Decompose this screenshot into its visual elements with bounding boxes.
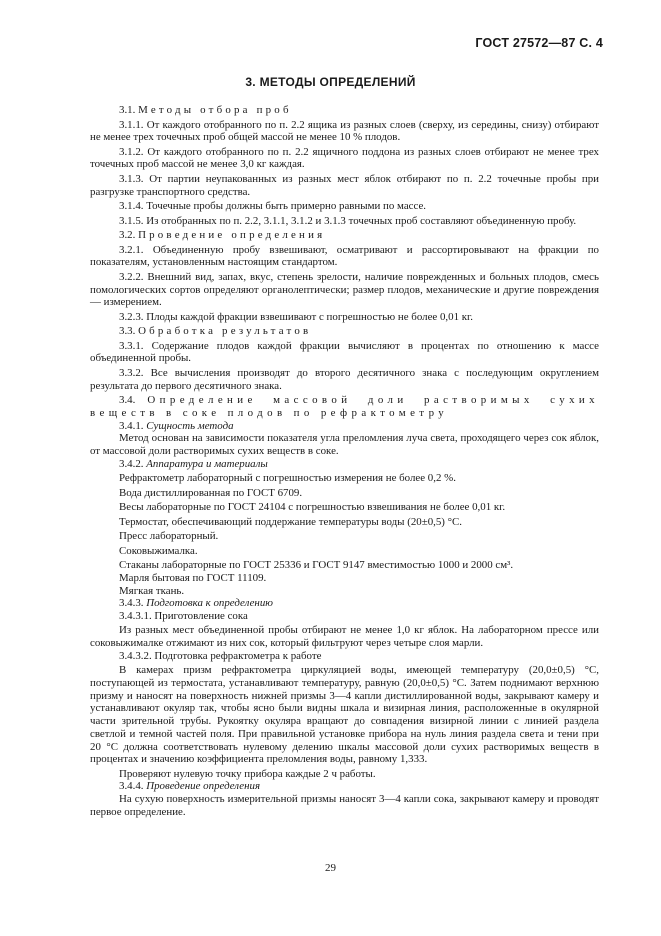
document-body (90, 104, 599, 819)
paragraph-3-4-3: 3.4.3. Подготовка к определению (119, 597, 273, 610)
equipment-cloth: Мягкая ткань. (119, 584, 185, 597)
equipment-press: Пресс лабораторный. (119, 530, 219, 543)
paragraph-3-3-2: 3.3.2. Все вычисления производят до второго десятичного знака с последующим округлением результата до первого десятичного знака. (90, 366, 599, 392)
paragraph-3-1: 3.1. Методы отбора проб (119, 104, 292, 116)
paragraph-3-4: 3.4. Определение массовой доли растворимых сухих веществ в соке плодов по рефрактометру (90, 394, 599, 419)
page-header: ГОСТ 27572—87 С. 4 (475, 36, 603, 50)
paragraph-3-2-3: 3.2.3. Плоды каждой фракции взвешивают с погрешностью не более 0,01 кг. (119, 310, 474, 323)
paragraph-determination: На сухую поверхность измерительной призмы наносят 3—4 капли сока, закрывают камеру и проводят первое определение. (90, 793, 599, 818)
paragraph-3-3-1: 3.3.1. Содержание плодов каждой фракции вычисляют в процентах по отношению к массе объединенной пробы. (90, 339, 599, 365)
equipment-water: Вода дистиллированная по ГОСТ 6709. (119, 486, 303, 499)
equipment-scales: Весы лабораторные по ГОСТ 24104 с погрешностью взвешивания не более 0,01 кг. (119, 501, 506, 514)
paragraph-3-4-3-1: 3.4.3.1. Приготовление сока (119, 609, 248, 622)
page-number: 29 (325, 862, 336, 874)
section-title: 3. МЕТОДЫ ОПРЕДЕЛЕНИЙ (245, 75, 416, 89)
paragraph-3-4-1: 3.4.1. Сущность метода (119, 419, 234, 432)
paragraph-juice-prep: Из разных мест объединенной пробы отбирают не менее 1,0 кг яблок. На лабораторном прессе или соковыжималке отжимают из них сок, который фильтруют через четыре слоя марли. (90, 624, 599, 650)
paragraph-3-2-2: 3.2.2. Внешний вид, запах, вкус, степень зрелости, наличие поврежденных и больных плодов, смесь помологических сортов определяют органолептически; размер плодов, механические и другие повреждения — измерением. (90, 270, 599, 309)
equipment-beakers: Стаканы лабораторные по ГОСТ 25336 и ГОСТ 9147 вместимостью 1000 и 2000 см³. (119, 559, 514, 572)
paragraph-3-1-3: 3.1.3. От партии неупакованных из разных мест яблок отбирают по п. 2.2 точечные пробы при разгрузке транспортного средства. (90, 172, 599, 198)
paragraph-3-3: 3.3. Обработка результатов (119, 325, 312, 338)
equipment-refractometer: Рефрактометр лабораторный с погрешностью измерения не более 0,2 %. (119, 472, 456, 485)
equipment-juicer: Соковыжималка. (119, 544, 198, 557)
paragraph-3-1-2: 3.1.2. От каждого отобранного по п. 2.2 ящичного поддона из разных слоев отбирают не менее трех точечных проб массой не менее 3,0 кг каждая. (90, 145, 600, 171)
paragraph-refractometer-setup: В камерах призм рефрактометра циркуляцией воды, имеющей температуру (20,0±0,5) °С, поступающей из термостата, устанавливают температуру, равную (20,0±0,5) °С. Затем поднимают верхнюю призму и наносят на поверхность нижней призмы 3—4 капли дистиллированной воды, закрывают камеру и устанавливают окуляр так, чтобы ясно были видны шкала и визирная линия, расположенные в окулярной части зрительной трубы. Рукоятку окуляра вращают до совпадения визирной линии с линией раздела светлой и темной частей поля. При правильной установке прибора на нуль линия раздела света и тени при 20 °С должна соответствовать нулевому делению шкалы массовой доли сухих растворимых веществ в процентах и значению коэффициента преломления воды, равному 1,333. (90, 664, 599, 766)
paragraph-3-1-1: 3.1.1. От каждого отобранного по п. 2.2 ящика из разных слоев (сверху, из середины, снизу) отбирают не менее трех точечных проб общей массой не менее 10 % плодов. (90, 118, 599, 144)
paragraph-zero-check: Проверяют нулевую точку прибора каждые 2 ч работы. (119, 767, 376, 780)
equipment-gauze: Марля бытовая по ГОСТ 11109. (119, 571, 267, 584)
paragraph-3-4-4: 3.4.4. Проведение определения (119, 780, 261, 793)
paragraph-method-essence: Метод основан на зависимости показателя угла преломления луча света, проходящего через сок яблок, от массовой доли растворимых сухих веществ в соке. (90, 432, 599, 457)
paragraph-3-2-1: 3.2.1. Объединенную пробу взвешивают, осматривают и рассортировывают на фракции по показателям, установленным настоящим стандартом. (90, 243, 599, 269)
paragraph-3-4-2: 3.4.2. Аппаратура и материалы (119, 457, 268, 470)
paragraph-3-2: 3.2. Проведение определения (119, 229, 326, 242)
equipment-thermostat: Термостат, обеспечивающий поддержание температуры воды (20±0,5) °С. (119, 515, 462, 528)
paragraph-3-4-3-2: 3.4.3.2. Подготовка рефрактометра к работе (119, 649, 322, 662)
paragraph-3-1-5: 3.1.5. Из отобранных по п. 2.2, 3.1.1, 3.1.2 и 3.1.3 точечных проб составляют объединенную пробу. (119, 214, 577, 227)
paragraph-3-1-4: 3.1.4. Точечные пробы должны быть примерно равными по массе. (119, 200, 427, 213)
